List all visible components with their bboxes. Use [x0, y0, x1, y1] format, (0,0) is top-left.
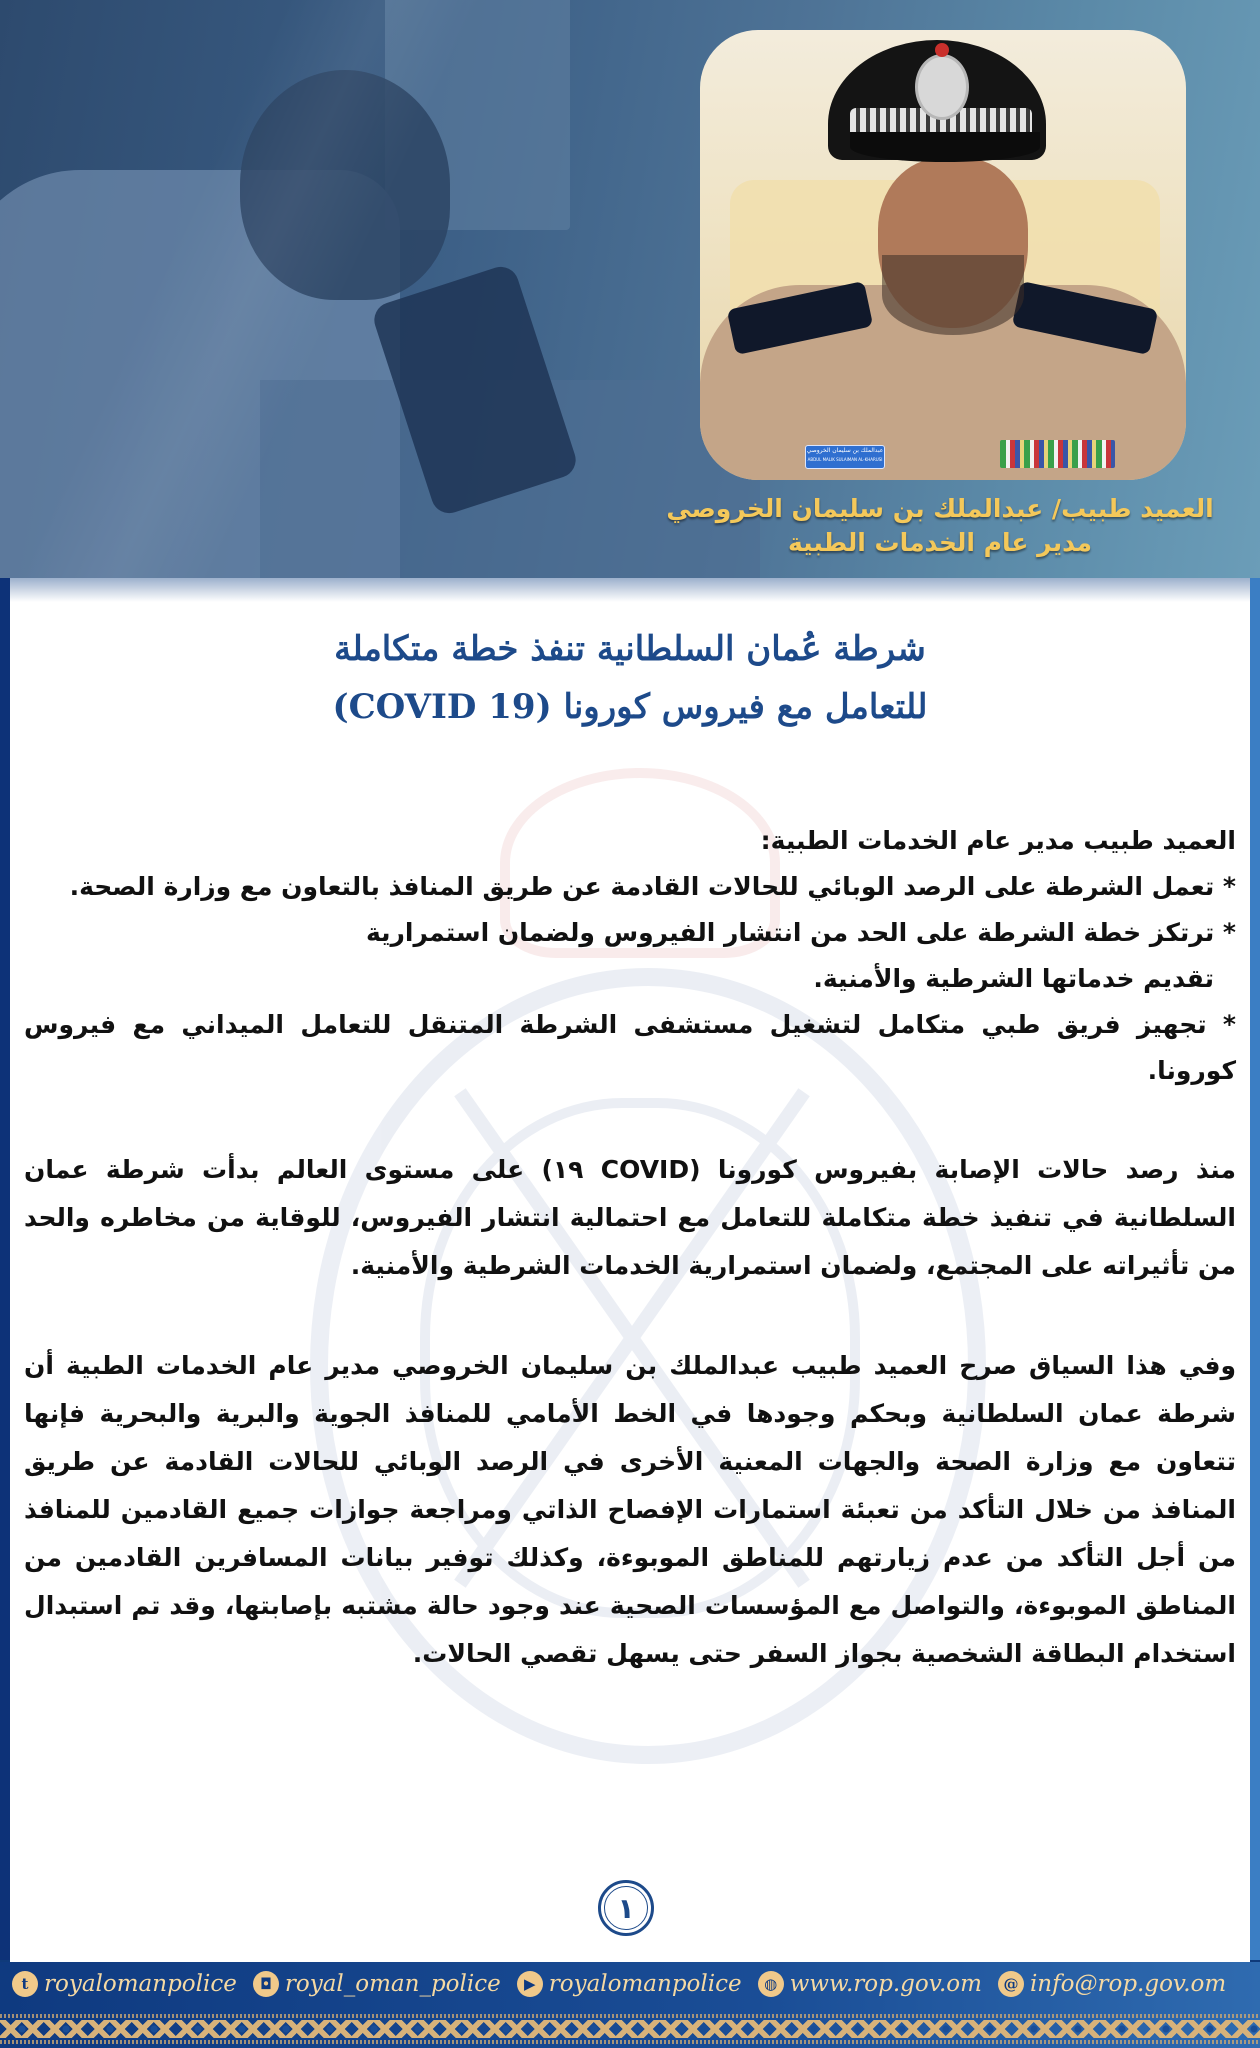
bullet-item: * تعمل الشرطة على الرصد الوبائي للحالات القادمة عن طريق المنافذ بالتعاون مع وزارة الصحة. [69, 872, 1236, 901]
social-link-instagram[interactable] [253, 1971, 501, 1997]
social-links [12, 1962, 1252, 2006]
pattern-motifs [0, 2020, 1260, 2038]
social-label: www.rop.gov.om [789, 1971, 982, 1997]
cap-visor [850, 132, 1040, 162]
footer-bar [0, 1962, 1260, 2048]
pattern-rule [0, 2040, 1260, 2044]
bullet-item-continuation: تقديم خدماتها الشرطية والأمنية. [813, 964, 1214, 993]
social-label: royalomanpolice [548, 1971, 742, 1997]
paragraph-2: وفي هذا السياق صرح العميد طبيب عبدالملك بن سليمان الخروصي مدير عام الخدمات الطبية أن شرطة عمان السلطانية وبحكم وجودها في الخط الأمامي للمنافذ الجوية والبرية والبحرية فإنها تتعاون مع وزارة الصحة والجهات المعنية الأخرى في الرصد الوبائي للحالات القادمة عن طريق المنافذ من خلال التأكد من تعبئة استمارات الإفصاح الذاتي ومراجعة جوازات جميع القادمين للمنافذ من أجل التأكد من عدم زيارتهم للمناطق الموبوءة، وكذلك توفير بيانات المسافرين القادمين من المناطق الموبوءة، والتواصل مع المؤسسات الصحية عند وجود حالة مشتبه بإصابتها، وقد تم استبدال استخدام البطاقة الشخصية بجواز السفر حتى يسهل تقصي الحالات. [24, 1351, 1236, 1668]
social-link-twitter[interactable] [12, 1971, 237, 1997]
panel-top-fade [10, 578, 1250, 602]
medal-ribbons [1000, 440, 1115, 468]
official-name: العميد طبيب/ عبدالملك بن سليمان الخروصي [666, 494, 1214, 523]
social-link-website[interactable] [758, 1971, 982, 1997]
youtube-icon: ▶ [517, 1971, 543, 1997]
article-panel [10, 578, 1250, 1962]
instagram-icon: ◘ [253, 1971, 279, 1997]
frame-left-border [0, 578, 10, 1960]
social-label: info@rop.gov.om [1029, 1971, 1227, 1997]
frame-right-border [1250, 578, 1260, 1960]
bullet-item: * ترتكز خطة الشرطة على الحد من انتشار الفيروس ولضمان استمرارية [365, 918, 1236, 947]
header-banner [0, 0, 1260, 578]
banner-shine [0, 0, 600, 578]
official-role: مدير عام الخدمات الطبية [787, 528, 1093, 557]
uniform-nametag [805, 445, 885, 469]
twitter-icon: t [12, 1971, 38, 1997]
article-title [10, 620, 1250, 736]
pattern-rule [0, 2014, 1260, 2018]
official-portrait-photo [700, 30, 1186, 480]
spacer [24, 1094, 1236, 1146]
spacer [24, 1290, 1236, 1342]
globe-icon: ◍ [758, 1971, 784, 1997]
title-line-2: للتعامل مع فيروس كورونا (COVID 19) [332, 687, 928, 727]
nametag-arabic: عبدالملك بن سليمان الخروصي [806, 447, 884, 454]
nametag-english: ABDUL MALIK SULAIMAN AL-KHARUSI [807, 457, 883, 462]
lead-heading: العميد طبيب مدير عام الخدمات الطبية: [760, 826, 1236, 855]
bullet-item: * تجهيز فريق طبي متكامل لتشغيل مستشفى الشرطة المتنقل للتعامل الميداني مع فيروس كورونا. [24, 1010, 1236, 1085]
paragraph-1: منذ رصد حالات الإصابة بفيروس كورونا (COVID ١٩) على مستوى العالم بدأت شرطة عمان السلطانية في تنفيذ خطة متكاملة للتعامل مع احتمالية انتشار الفيروس، للوقاية من مخاطره والحد من تأثيراته على المجتمع، ولضمان استمرارية الخدمات الشرطية والأمنية. [24, 1155, 1236, 1280]
email-at-icon: @ [998, 1971, 1024, 1997]
title-line-1: شرطة عُمان السلطانية تنفذ خطة متكاملة [334, 629, 926, 669]
cap-badge-icon [915, 54, 969, 120]
social-label: royalomanpolice [44, 1971, 237, 1997]
decorative-pattern-band [0, 2012, 1260, 2046]
beard [882, 255, 1024, 335]
portrait-caption [630, 492, 1250, 560]
page-number-badge [598, 1880, 654, 1936]
social-link-youtube[interactable] [517, 1971, 742, 1997]
page-number: ١ [617, 1891, 635, 1925]
social-label: royal_oman_police [284, 1971, 501, 1997]
social-link-email[interactable] [998, 1971, 1226, 1997]
article-body [24, 818, 1236, 1678]
